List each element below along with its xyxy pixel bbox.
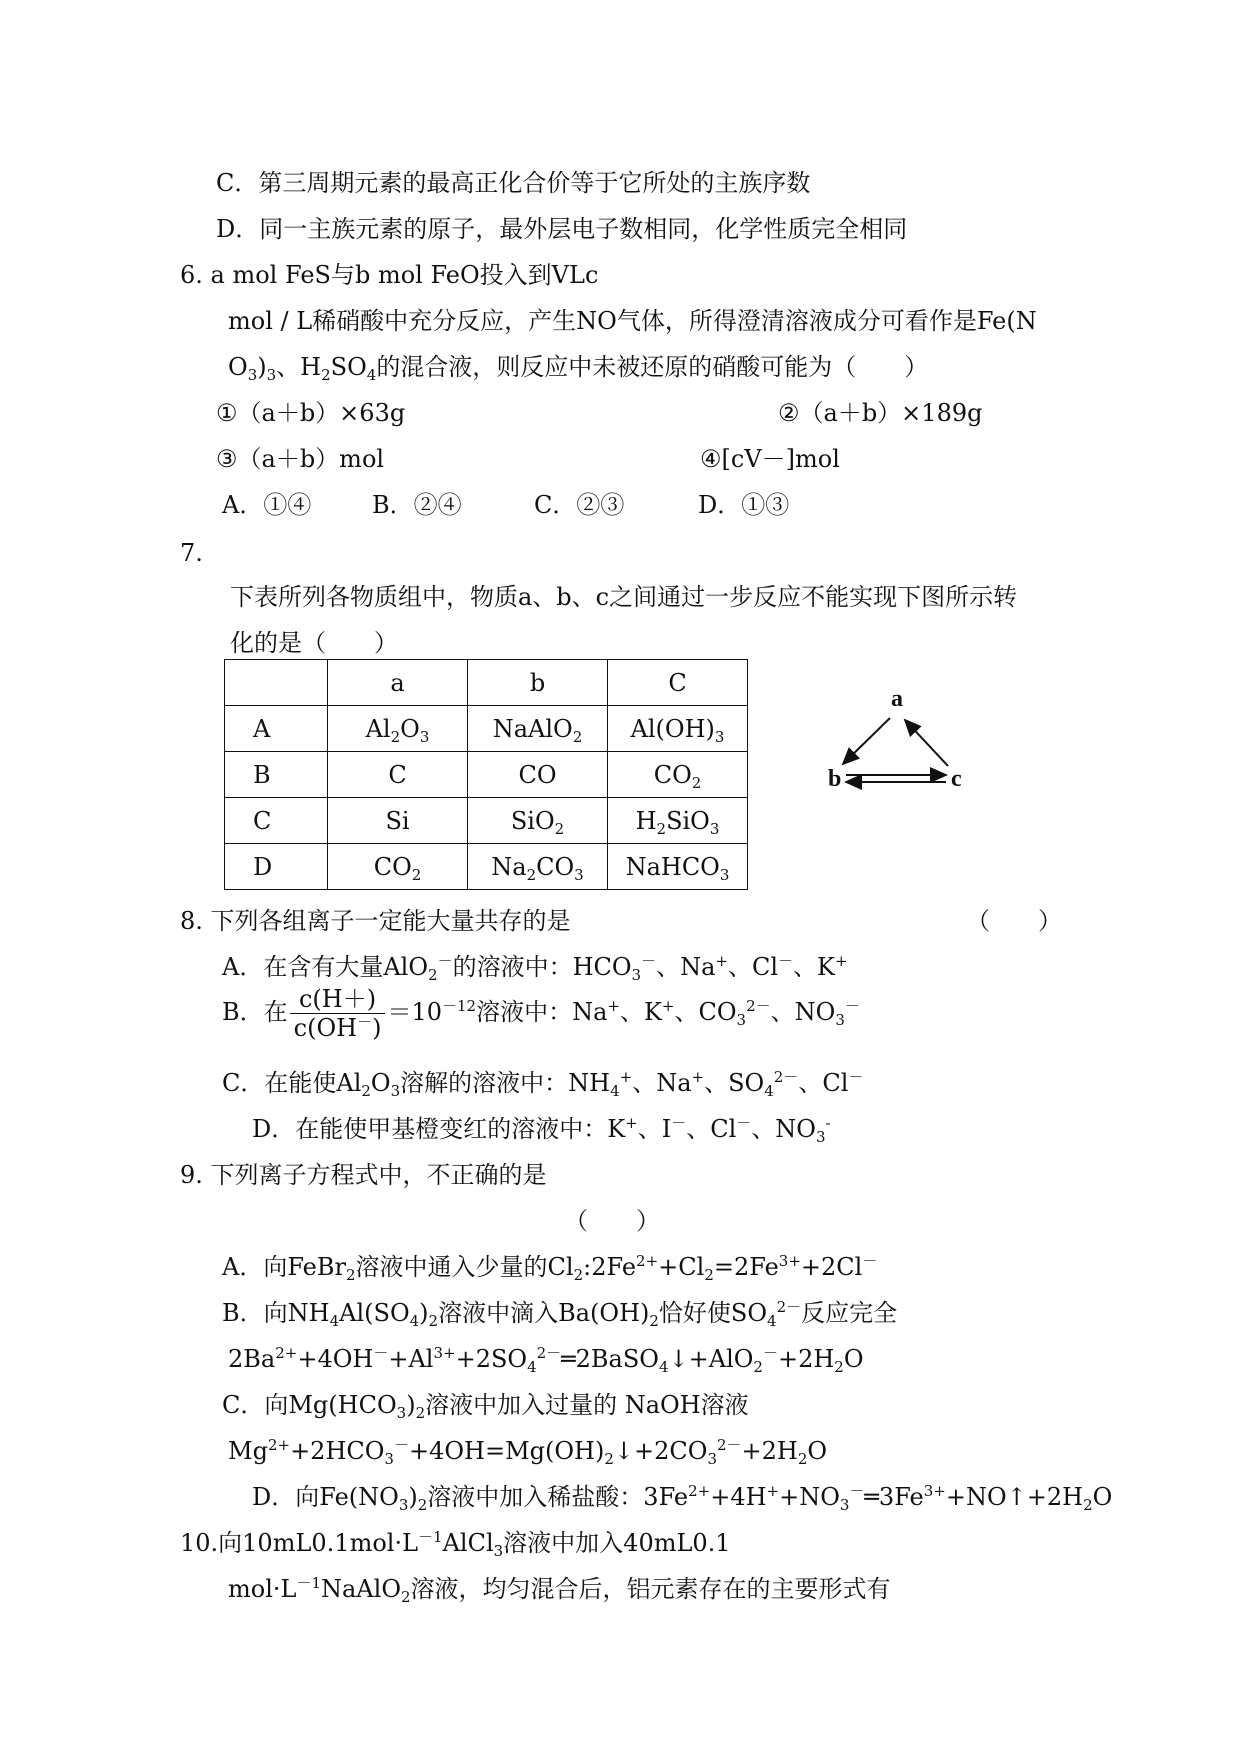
q5-option-c: C．第三周期元素的最高正化合价等于它所处的主族序数	[216, 169, 811, 197]
conversion-triangle-diagram	[820, 686, 980, 800]
table-row	[225, 706, 748, 752]
table-cell: C	[225, 798, 328, 844]
table-cell: NaAlO$_2$	[468, 706, 608, 752]
table-cell: A	[225, 706, 328, 752]
q10-stem-line2: $mol\cdot L^{-1}NaAlO_2$溶液，均匀混合后，铝元素存在的主要形式有	[228, 1574, 891, 1606]
q9-answer-paren: （ ）	[564, 1207, 660, 1235]
q6-stem-line3: $O_3)_3$、$H_2SO_4$的混合液，则反应中未被还原的硝酸可能为（ ）	[228, 353, 929, 384]
table-cell: Si	[328, 798, 468, 844]
q9-option-c: C．向$Mg(HCO_3)_2$溶液中加入过量的 NaOH溶液	[222, 1391, 749, 1422]
table-cell	[225, 660, 328, 706]
q9-option-d: D．向$Fe(NO_3)_2$溶液中加入稀盐酸：$3Fe^{2+}+4H^++NO_3^-═3Fe^{3+}+NO↑+2H_2O$	[252, 1482, 1113, 1514]
q9-option-b-equation: $2Ba^{2+}+4OH^-+Al^{3+}+2SO_4^{2-}═2BaSO_4↓+AlO_2^-+2H_2O$	[228, 1344, 864, 1376]
q8-option-c: C．在能使$Al_2O_3$溶解的溶液中：$NH_4^+$、Na+、$SO_4^{2-}$、Cl－	[222, 1068, 864, 1100]
q6-option-c: C．②③	[534, 491, 625, 519]
arrow-c-to-a	[905, 720, 948, 766]
table-cell: $CO_2$	[608, 752, 748, 798]
table-cell: CO	[468, 752, 608, 798]
q7-number: 7.	[180, 539, 203, 567]
q9-stem: 9. 下列离子方程式中，不正确的是	[180, 1161, 547, 1189]
table-cell: $CO_2$	[328, 844, 468, 890]
table-cell: b	[468, 660, 608, 706]
table-cell: SiO$_2$	[468, 798, 608, 844]
q9-option-a: A．向FeBr$_2$溶液中通入少量的$Cl_2:2Fe^{2+}+Cl_2=2Fe^{3+}+2Cl^-$	[222, 1252, 878, 1284]
ion-ratio-fraction: $\frac{c(H+)}{c(OH^-)}$	[290, 985, 386, 1042]
q7-stem-line1: 下表所列各物质组中，物质a、b、c之间通过一步反应不能实现下图所示转	[230, 583, 1018, 611]
table-row	[225, 752, 748, 798]
q6-choice-1: ①（a＋b）×63g	[216, 399, 406, 427]
q6-option-d: D．①③	[698, 491, 790, 519]
table-cell: $Al_2O_3$	[328, 706, 468, 752]
table-cell: NaHCO$_3$	[608, 844, 748, 890]
table-cell: $H_2SiO_3$	[608, 798, 748, 844]
table-cell: a	[328, 660, 468, 706]
q8-option-b: B．在 $\frac{c(H+)}{c(OH^-)}$ $=10^{-12}$溶液中：Na+、K+、$CO_3^{2-}$、$NO_3^-$	[222, 985, 860, 1042]
table-cell: C	[328, 752, 468, 798]
diagram-arrows	[820, 690, 980, 800]
table-row	[225, 798, 748, 844]
table-cell: C	[608, 660, 748, 706]
diagram-label-b: b	[828, 766, 842, 792]
q9-option-b: B．向$NH_4Al(SO_4)_2$溶液中滴入$Ba(OH)_2$恰好使$SO_4^{2-}$反应完全	[222, 1298, 898, 1330]
q7-stem-line2: 化的是（ ）	[230, 629, 398, 657]
diagram-label-c: c	[951, 766, 962, 792]
q5-option-d: D．同一主族元素的原子，最外层电子数相同，化学性质完全相同	[216, 215, 908, 243]
table-cell: $Na_2CO_3$	[468, 844, 608, 890]
table-row	[225, 844, 748, 890]
arrow-a-to-b	[843, 718, 890, 764]
q10-stem-line1: 10.向$10mL0.1mol\cdot L^{-1}AlCl_3$溶液中加入40mL0.1	[180, 1528, 731, 1560]
q8-answer-paren: （ ）	[966, 907, 1062, 935]
q6-stem-line2: mol / L稀硝酸中充分反应，产生NO气体，所得澄清溶液成分可看作是Fe(N	[228, 307, 1037, 335]
substance-table	[224, 659, 748, 890]
q6-choice-2: ②（a＋b）×189g	[778, 399, 983, 427]
q9-option-c-equation: $Mg^{2+}+2HCO_3^-+4OH=Mg(OH)_2↓+2CO_3^{2-}+2H_2O$	[228, 1436, 828, 1468]
q6-stem-line1: 6. a mol FeS与b mol FeO投入到VLc	[180, 261, 599, 289]
q8-option-d: D．在能使甲基橙变红的溶液中：K+、I－、Cl－、$NO_3^-$	[252, 1114, 831, 1146]
table-cell: $Al(OH)_3$	[608, 706, 748, 752]
diagram-label-a: a	[891, 686, 903, 712]
q6-choice-3: ③（a＋b）mol	[216, 445, 385, 473]
table-cell: B	[225, 752, 328, 798]
q6-option-b: B．②④	[372, 491, 462, 519]
q8-stem: 8. 下列各组离子一定能大量共存的是	[180, 907, 571, 935]
q8-option-a: A．在含有大量AlO$_2$－的溶液中：$HCO_3^-$、Na+、Cl－、K+	[222, 952, 848, 984]
table-header-row	[225, 660, 748, 706]
q6-choice-4: ④[cV－]mol	[700, 445, 840, 473]
q6-option-a: A．①④	[222, 491, 312, 519]
table-cell: D	[225, 844, 328, 890]
